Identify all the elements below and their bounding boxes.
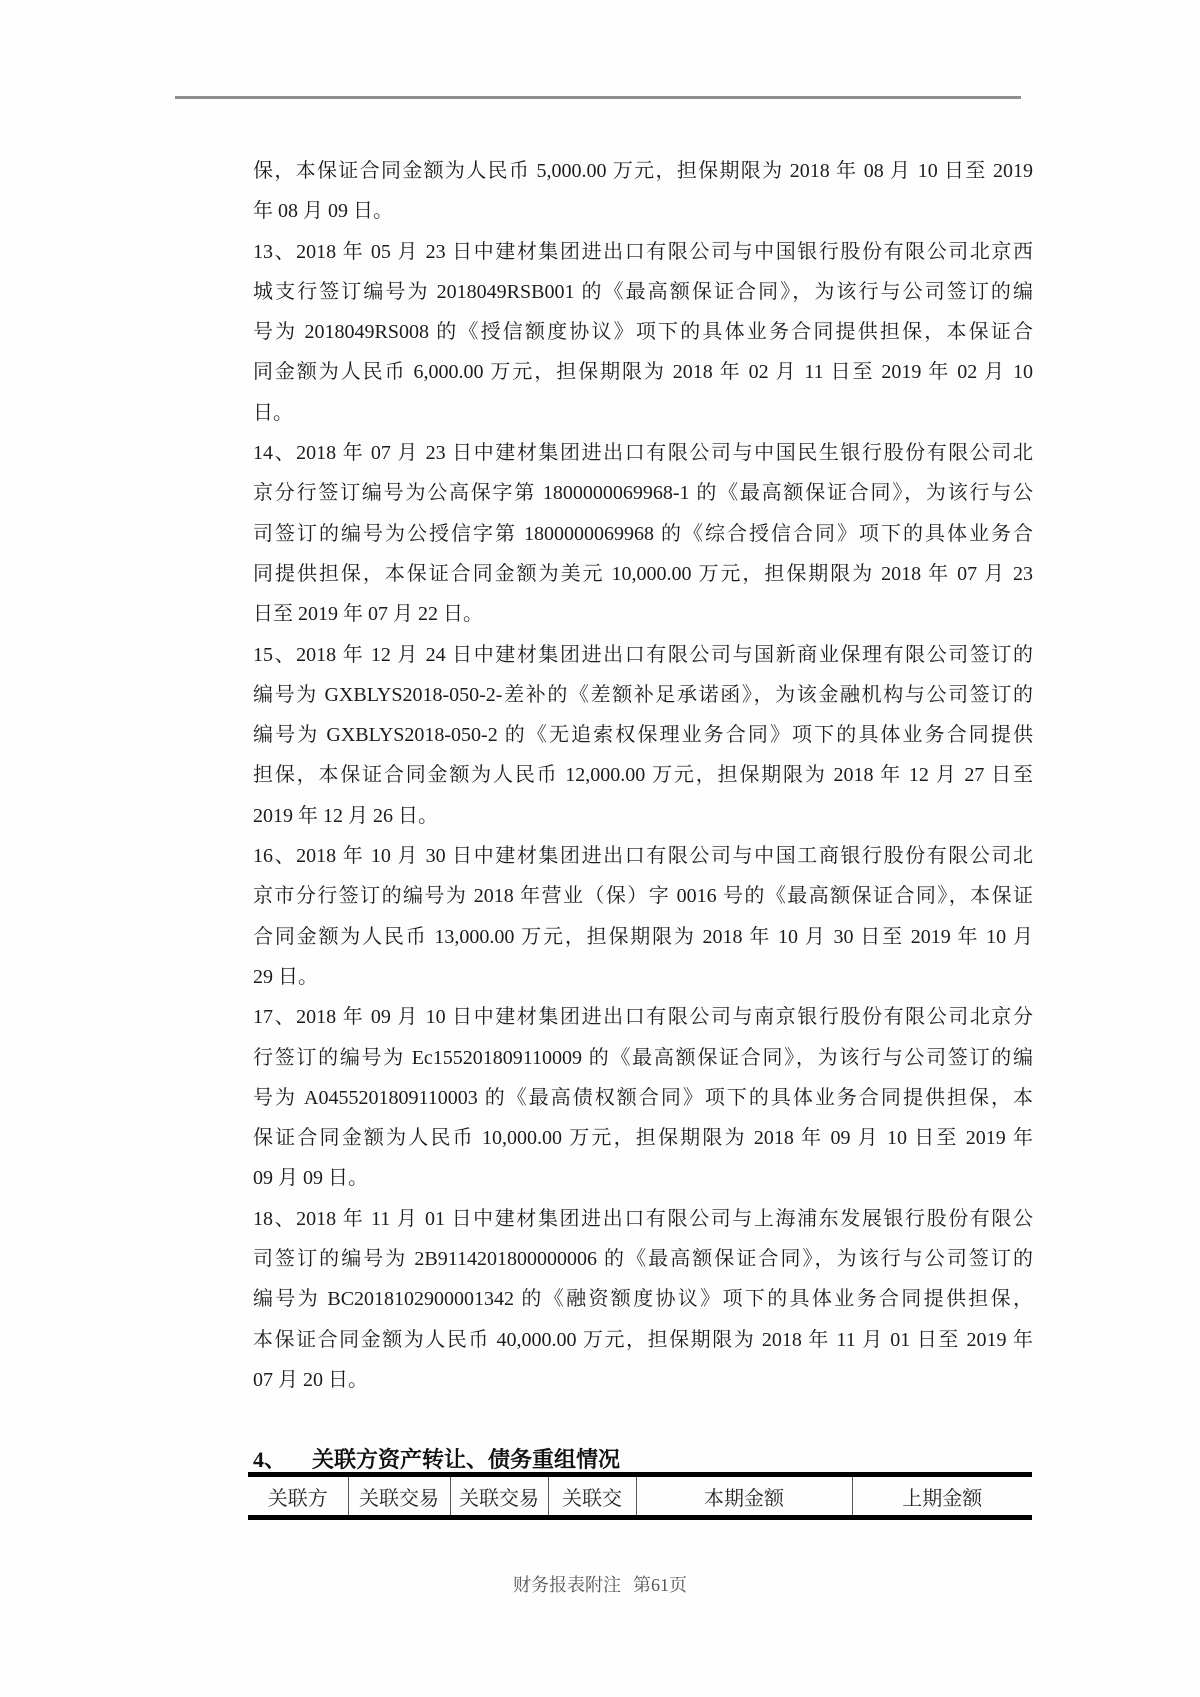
paragraph-line: 18、2018 年 11 月 01 日中建材集团进出口有限公司与上海浦东发展银行股份有限公 [253, 1207, 1033, 1230]
paragraph-line: 保，本保证合同金额为人民币 5,000.00 万元，担保期限为 2018 年 08 月 10 日至 2019 [253, 160, 1033, 182]
footer-label: 财务报表附注 [513, 1575, 621, 1595]
paragraph-line: 京市分行签订的编号为 2018 年营业（保）字 0016 号的《最高额保证合同》，本保证 [253, 885, 1033, 908]
paragraph-line: 09 月 09 日。 [253, 1167, 368, 1190]
paragraph-line: 同金额为人民币 6,000.00 万元，担保期限为 2018 年 02 月 11 日至 2019 年 02 月 10 [253, 361, 1033, 384]
paragraph-line: 本保证合同金额为人民币 40,000.00 万元，担保期限为 2018 年 11 月 01 日至 2019 年 [253, 1328, 1033, 1351]
section-title: 关联方资产转让、债务重组情况 [312, 1447, 621, 1472]
body-paragraph [253, 232, 1033, 433]
paragraph-line: 13、2018 年 05 月 23 日中建材集团进出口有限公司与中国银行股份有限公司北京西 [253, 240, 1033, 263]
table-header-row [248, 1475, 1032, 1518]
body-paragraph [253, 151, 1033, 232]
paragraph-line: 城支行签订编号为 2018049RSB001 的《最高额保证合同》，为该行与公司签订的编 [253, 280, 1033, 303]
paragraph-line: 同提供担保，本保证合同金额为美元 10,000.00 万元，担保期限为 2018 年 07 月 23 [253, 562, 1033, 585]
paragraph-line: 编号为 GXBLYS2018-050-2-差补的《差额补足承诺函》，为该金融机构与公司签订的 [253, 683, 1033, 706]
body-paragraph [253, 635, 1033, 836]
paragraph-line: 司签订的编号为公授信字第 1800000069968 的《综合授信合同》项下的具体业务合 [253, 522, 1033, 545]
paragraph-line: 15、2018 年 12 月 24 日中建材集团进出口有限公司与国新商业保理有限公司签订的 [253, 643, 1033, 666]
paragraph-line: 行签订的编号为 Ec155201809110009 的《最高额保证合同》，为该行与公司签订的编 [253, 1046, 1033, 1069]
paragraph-line: 保证合同金额为人民币 10,000.00 万元，担保期限为 2018 年 09 月 10 日至 2019 年 [253, 1127, 1033, 1150]
paragraph-line: 16、2018 年 10 月 30 日中建材集团进出口有限公司与中国工商银行股份有限公司北 [253, 845, 1033, 868]
paragraph-line: 14、2018 年 07 月 23 日中建材集团进出口有限公司与中国民生银行股份有限公司北 [253, 442, 1033, 465]
table-header-related-transaction-3: 关联交 [548, 1475, 636, 1518]
paragraph-line: 日至 2019 年 07 月 22 日。 [253, 603, 483, 626]
paragraph-line: 京分行签订编号为公高保字第 1800000069968-1 的《最高额保证合同》，为该行与公 [253, 482, 1033, 505]
paragraph-line: 29 日。 [253, 965, 318, 988]
table-header-current-amount: 本期金额 [636, 1475, 852, 1518]
body-paragraph [253, 997, 1033, 1198]
paragraph-line: 司签订的编号为 2B9114201800000006 的《最高额保证合同》，为该行与公司签订的 [253, 1248, 1033, 1271]
body-paragraph [253, 1199, 1033, 1400]
paragraph-line: 2019 年 12 月 26 日。 [253, 804, 438, 827]
paragraph-line: 日。 [253, 401, 293, 424]
header-rule [175, 96, 1021, 99]
body-paragraph [253, 836, 1033, 997]
table-header-related-transaction-2: 关联交易 [450, 1475, 548, 1518]
paragraph-line: 合同金额为人民币 13,000.00 万元，担保期限为 2018 年 10 月 30 日至 2019 年 10 月 [253, 925, 1033, 948]
paragraph-line: 年 08 月 09 日。 [253, 200, 393, 223]
paragraph-line: 07 月 20 日。 [253, 1368, 368, 1391]
page-footer [0, 1572, 1200, 1598]
paragraph-line: 17、2018 年 09 月 10 日中建材集团进出口有限公司与南京银行股份有限公司北京分 [253, 1006, 1033, 1029]
section-number: 4、 [253, 1447, 287, 1472]
footer-page-number: 第61页 [633, 1575, 687, 1595]
document-body [253, 151, 1033, 1400]
paragraph-line: 号为 2018049RS008 的《授信额度协议》项下的具体业务合同提供担保，本保证合 [253, 321, 1033, 344]
table-header-prior-amount: 上期金额 [852, 1475, 1032, 1518]
related-party-table [248, 1472, 1032, 1520]
table-header-related-party: 关联方 [267, 1487, 328, 1510]
paragraph-line: 担保，本保证合同金额为人民币 12,000.00 万元，担保期限为 2018 年 12 月 27 日至 [253, 764, 1033, 787]
paragraph-line: 号为 A0455201809110003 的《最高债权额合同》项下的具体业务合同提供担保，本 [253, 1086, 1033, 1109]
body-paragraph [253, 433, 1033, 634]
table-header-related-transaction-1: 关联交易 [348, 1475, 450, 1518]
paragraph-line: 编号为 BC2018102900001342 的《融资额度协议》项下的具体业务合同提供担保， [253, 1288, 1033, 1311]
paragraph-line: 编号为 GXBLYS2018-050-2 的《无追索权保理业务合同》项下的具体业务合同提供 [253, 724, 1033, 747]
